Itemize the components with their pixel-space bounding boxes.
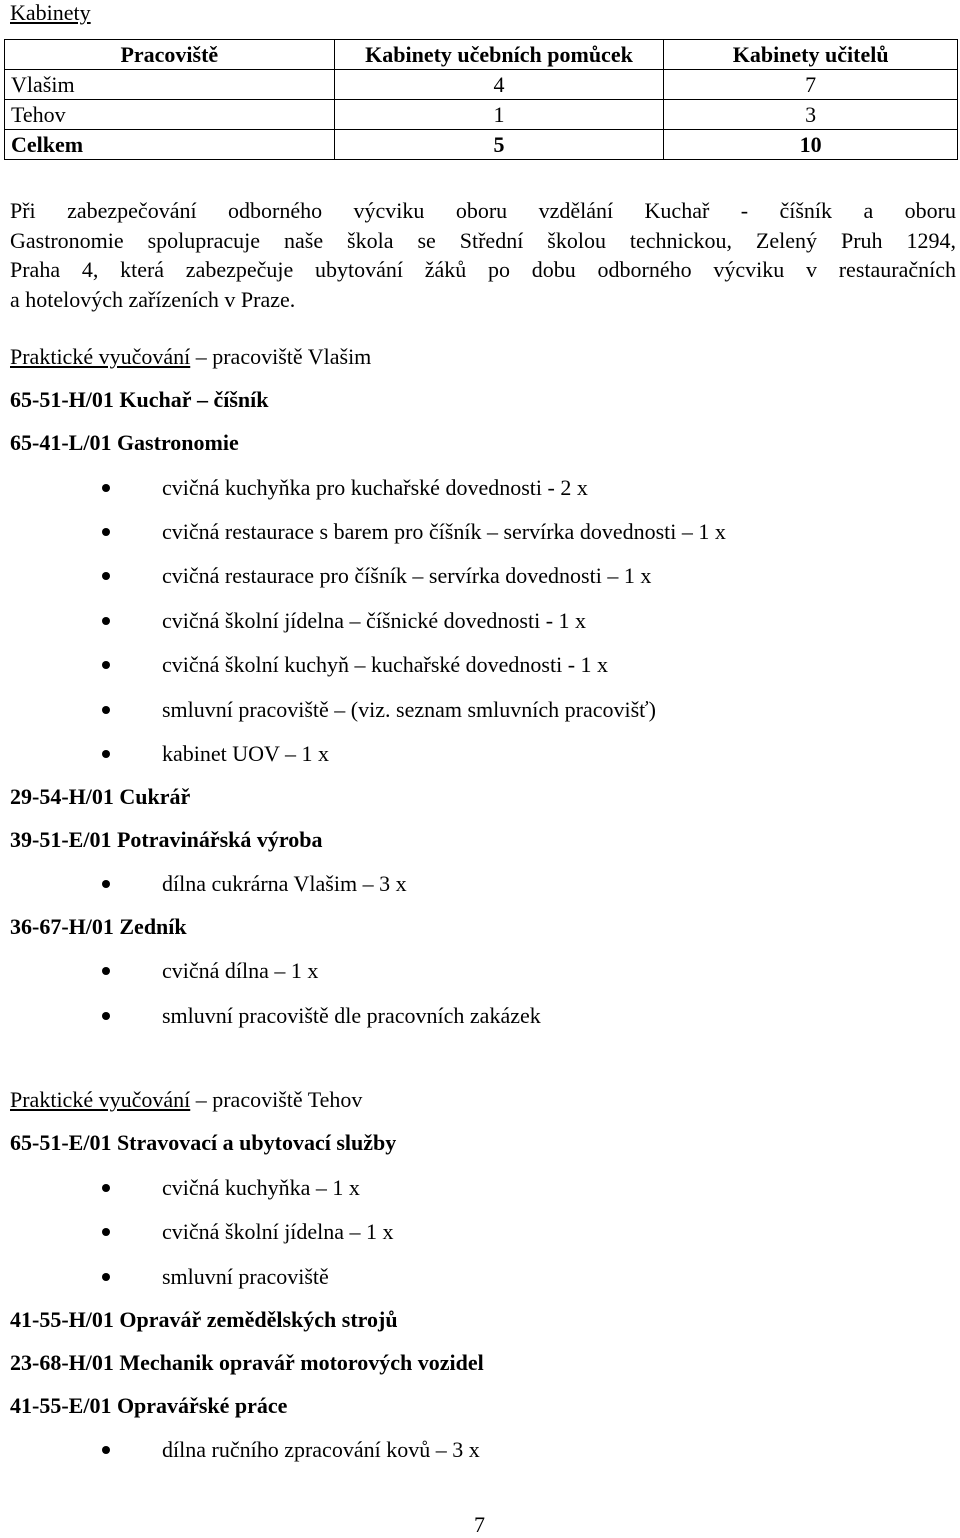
program-heading: 65-41-L/01 Gastronomie <box>10 430 239 455</box>
bullet-icon <box>102 1273 110 1281</box>
paragraph-line: a hotelových zařízeních v Praze. <box>10 286 296 312</box>
program-heading: 29-54-H/01 Cukrář <box>10 784 191 809</box>
paragraph-line: Při zabezpečování odborného výcviku oboru vzdělání Kuchař - číšník a oboru <box>10 198 956 223</box>
table-row <box>5 100 958 130</box>
section-title-tehov <box>10 1087 362 1113</box>
table-cell: 4 <box>334 70 664 100</box>
program-heading: 36-67-H/01 Zedník <box>10 914 187 939</box>
table-row <box>5 70 958 100</box>
bullet-icon <box>102 1228 110 1236</box>
paragraph-line: Praha 4, která zabezpečuje ubytování žáků po dobu odborného výcviku v restauračních <box>10 257 956 282</box>
table-cell: Celkem <box>5 130 335 160</box>
table-cell: Vlašim <box>5 70 335 100</box>
program-heading: 65-51-E/01 Stravovací a ubytovací služby <box>10 1130 397 1155</box>
bullet-icon <box>102 706 110 714</box>
program-heading: 41-55-H/01 Opravář zemědělských strojů <box>10 1307 398 1332</box>
cabinets-table <box>4 39 958 160</box>
section-title-underlined: Praktické vyučování <box>10 1087 191 1112</box>
bullet-icon <box>102 572 110 580</box>
table-cell: 3 <box>664 100 958 130</box>
program-heading: 41-55-E/01 Opravářské práce <box>10 1393 288 1418</box>
bullet-icon <box>102 880 110 888</box>
program-heading: 39-51-E/01 Potravinářská výroba <box>10 827 323 852</box>
section-title-underlined: Praktické vyučování <box>10 344 191 369</box>
bullet-icon <box>102 1012 110 1020</box>
header-cell-workplace: Pracoviště <box>5 40 335 70</box>
section-title-vlasim <box>10 344 371 370</box>
table-total-row <box>5 130 958 160</box>
table-cell: 1 <box>334 100 664 130</box>
table-cell: Tehov <box>5 100 335 130</box>
table-cell: 7 <box>664 70 958 100</box>
page-number: 7 <box>474 1512 485 1537</box>
intro-paragraph <box>10 196 956 314</box>
bullet-icon <box>102 750 110 758</box>
table-header-row <box>5 40 958 70</box>
table-cell: 10 <box>664 130 958 160</box>
bullet-icon <box>102 484 110 492</box>
header-cell-aids-cabinets: Kabinety učebních pomůcek <box>334 40 664 70</box>
section-title-rest: – pracoviště Tehov <box>190 1087 363 1112</box>
bullet-icon <box>102 617 110 625</box>
page-heading: Kabinety <box>10 0 91 25</box>
header-cell-teacher-cabinets: Kabinety učitelů <box>664 40 958 70</box>
bullet-icon <box>102 1446 110 1454</box>
bullet-icon <box>102 528 110 536</box>
program-heading: 23-68-H/01 Mechanik opravář motorových vozidel <box>10 1350 484 1375</box>
program-heading: 65-51-H/01 Kuchař – číšník <box>10 387 269 412</box>
bullet-icon <box>102 1184 110 1192</box>
paragraph-line: Gastronomie spolupracuje naše škola se Střední školou technickou, Zelený Pruh 1294, <box>10 227 956 253</box>
bullet-icon <box>102 967 110 975</box>
section-title-rest: – pracoviště Vlašim <box>190 344 372 369</box>
bullet-icon <box>102 661 110 669</box>
table-cell: 5 <box>334 130 664 160</box>
